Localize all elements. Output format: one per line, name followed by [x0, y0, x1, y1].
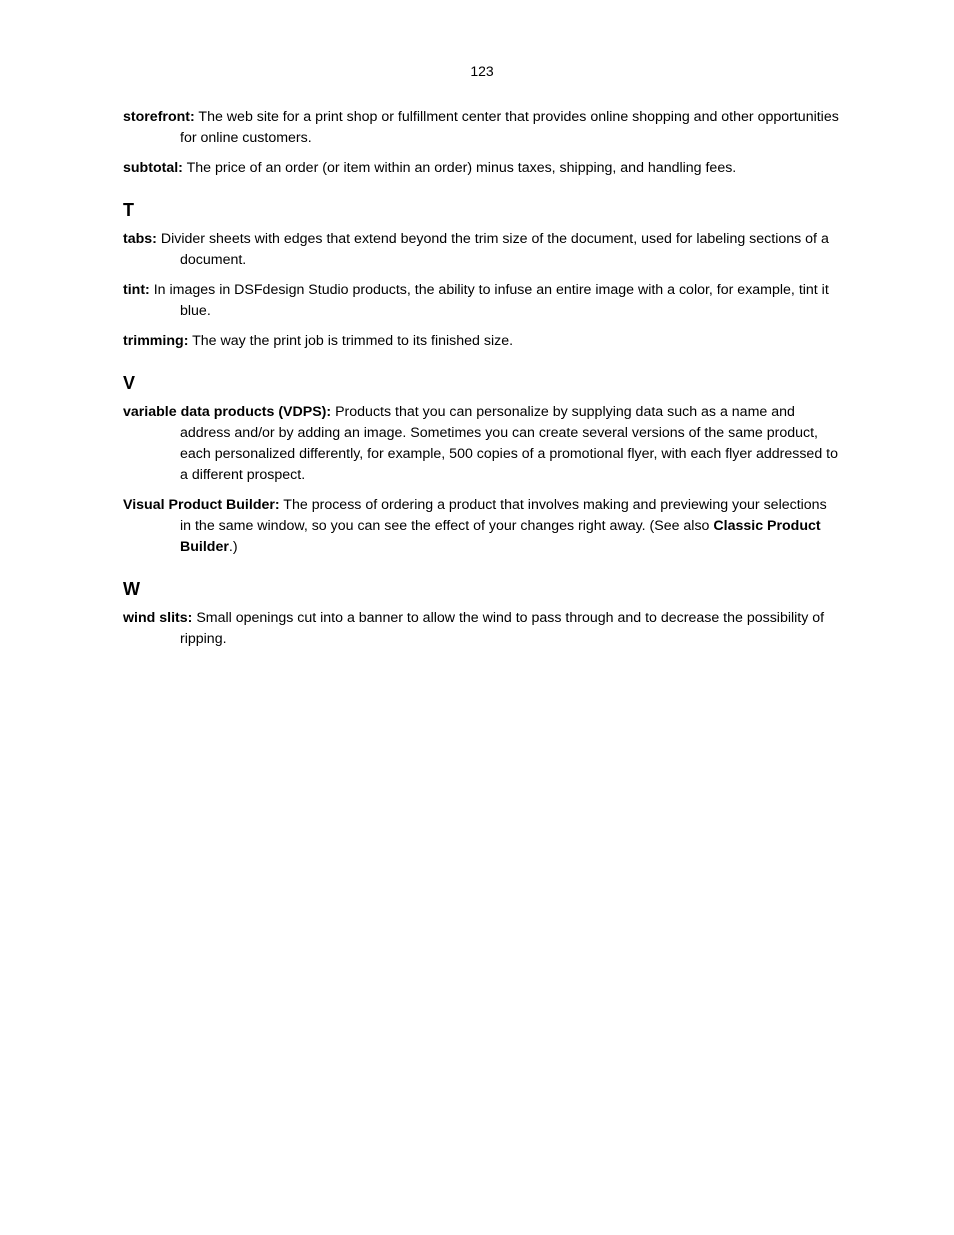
glossary-definition: The process of ordering a product that involves making and previewing your selections in the same window, so you can see the effect of your changes right away. (See also	[180, 497, 827, 534]
glossary-definition: In images in DSFdesign Studio products, the ability to infuse an entire image with a color, for example, tint it blue.	[149, 282, 829, 319]
glossary-term: Visual Product Builder:	[123, 497, 280, 513]
glossary-term: subtotal:	[123, 160, 183, 176]
glossary-term: variable data products (VDPS):	[123, 404, 332, 420]
glossary-term: storefront:	[123, 109, 195, 125]
section-heading-w: W	[123, 579, 140, 599]
glossary-content	[123, 107, 839, 659]
glossary-term: trimming:	[123, 333, 189, 349]
glossary-definition: Divider sheets with edges that extend beyond the trim size of the document, used for labeling sections of a document.	[156, 231, 829, 268]
glossary-definition-suffix: .)	[228, 539, 238, 555]
glossary-definition: The way the print job is trimmed to its finished size.	[188, 333, 514, 349]
glossary-entry-trimming	[123, 331, 839, 352]
glossary-entry-subtotal	[123, 158, 839, 179]
glossary-term: wind slits:	[123, 610, 193, 626]
section-heading-v: V	[123, 373, 136, 393]
section-heading-t: T	[123, 200, 134, 220]
glossary-definition: Products that you can personalize by supplying data such as a name and address and/or by adding an image. Sometimes you can create several versions of the same product, each personalized differently, for example, 500 copies of a promotional flyer, with each flyer addressed to a different prospect.	[180, 404, 838, 483]
glossary-term: tint:	[123, 282, 150, 298]
glossary-entry-variable-data-products	[123, 402, 839, 486]
glossary-definition: Small openings cut into a banner to allow the wind to pass through and to decrease the possibility of ripping.	[180, 610, 825, 647]
glossary-entry-tabs	[123, 229, 839, 271]
page-number: 123	[470, 63, 494, 79]
glossary-definition: The web site for a print shop or fulfillment center that provides online shopping and other opportunities for online customers.	[180, 109, 839, 146]
glossary-entry-wind-slits	[123, 608, 839, 650]
glossary-definition: The price of an order (or item within an order) minus taxes, shipping, and handling fees.	[182, 160, 737, 176]
glossary-entry-tint	[123, 280, 839, 322]
cross-reference-term: Classic Product Builder	[180, 518, 821, 555]
glossary-term: tabs:	[123, 231, 157, 247]
glossary-entry-storefront	[123, 107, 839, 149]
glossary-entry-visual-product-builder	[123, 495, 839, 558]
